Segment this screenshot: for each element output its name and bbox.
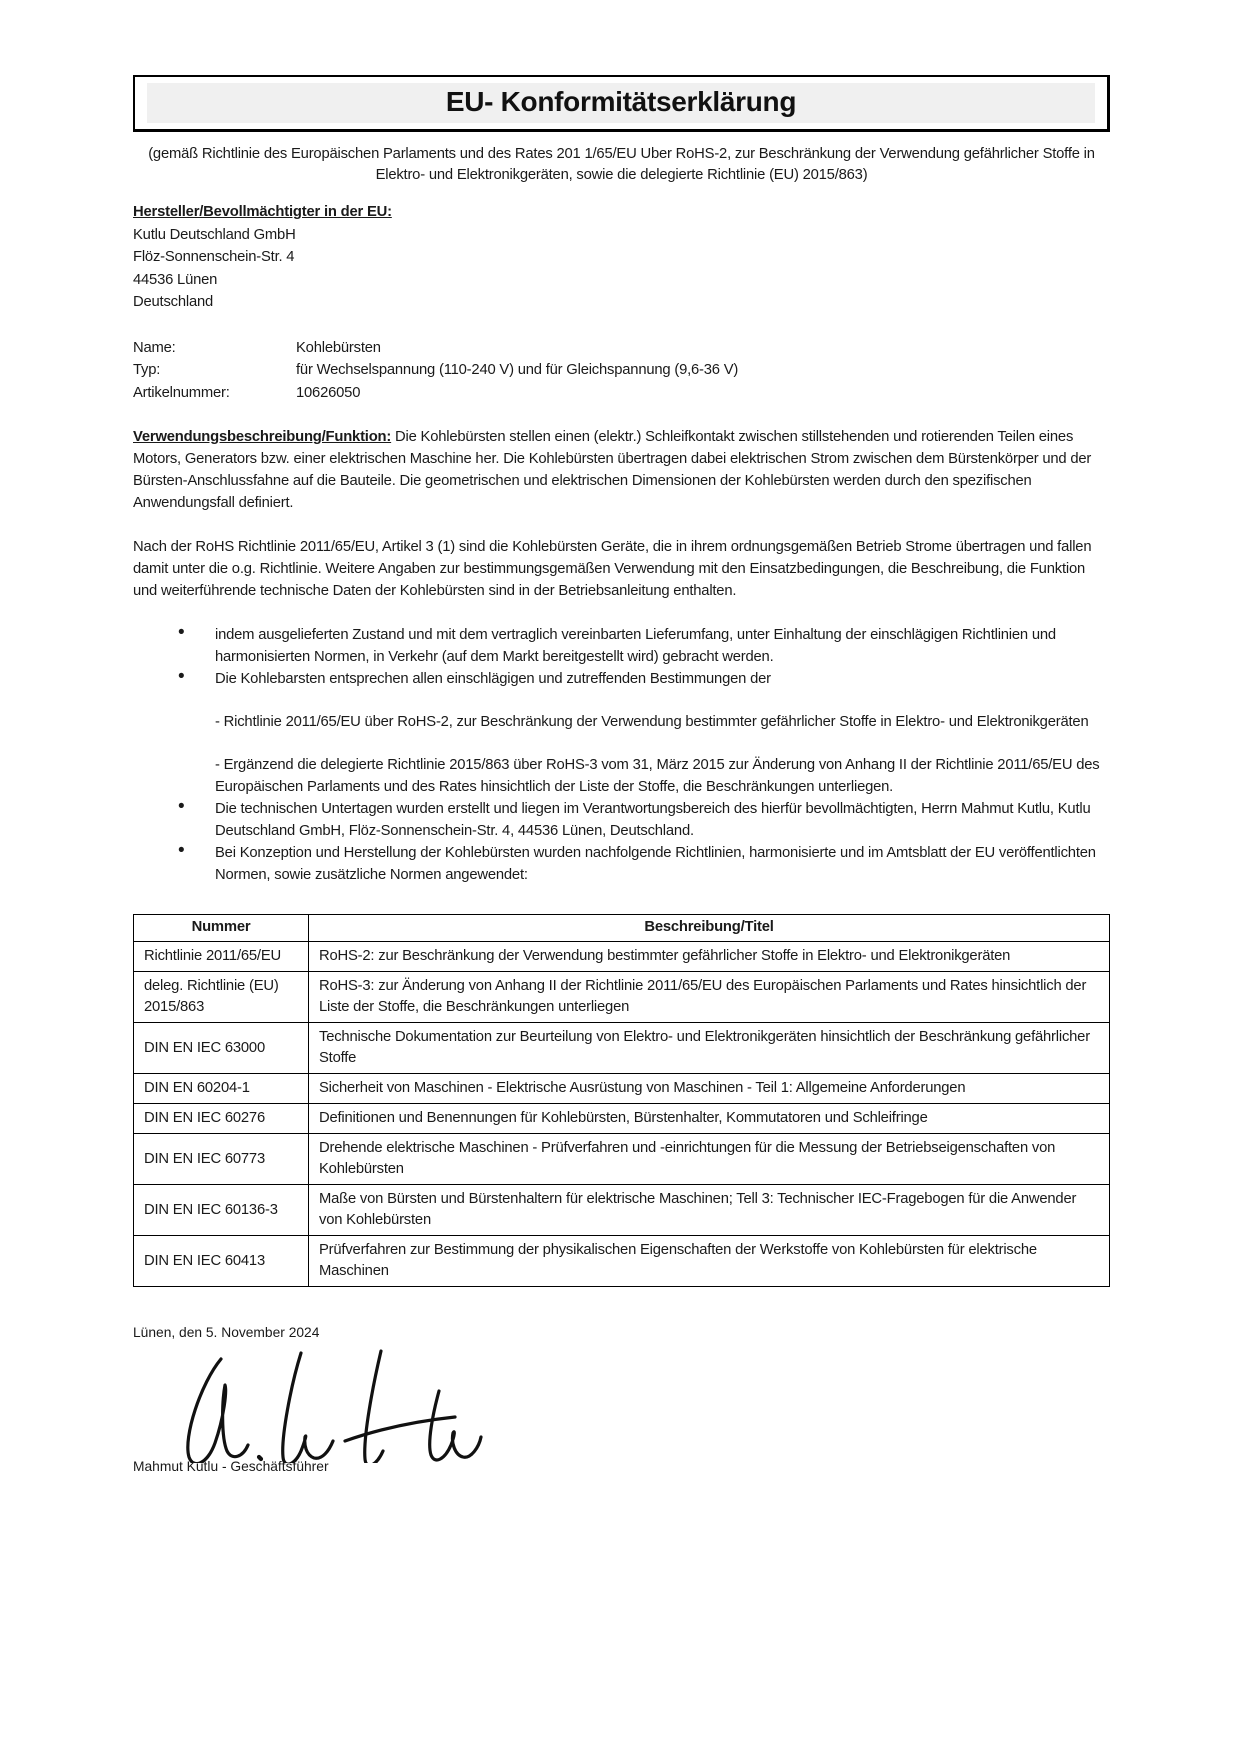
standards-table	[133, 914, 1110, 1287]
title-box	[133, 75, 1110, 132]
standards-table-header-row	[134, 915, 1110, 942]
handwritten-signature-icon	[149, 1345, 529, 1463]
standard-number: DIN EN IEC 60276	[134, 1104, 309, 1134]
bullet-item	[178, 798, 1110, 842]
product-type-label: Typ:	[133, 362, 161, 378]
declaration-bullets	[133, 624, 1110, 886]
table-row	[134, 1104, 1110, 1134]
bullet-item	[178, 668, 1110, 798]
table-row	[134, 1185, 1110, 1236]
standard-number: DIN EN IEC 63000	[134, 1023, 309, 1074]
product-name-row	[133, 337, 1110, 360]
bullet-text: Die technischen Untertagen wurden erstellt und liegen im Verantwortungsbereich des hierfür bevollmächtigten, Herrn Mahmut Kutlu, Kutlu Deutschland GmbH, Flöz-Sonnenschein-Str. 4, 44536 Lünen, Deutschland.	[215, 801, 1091, 839]
standard-number: Richtlinie 2011/65/EU	[134, 942, 309, 972]
table-row	[134, 942, 1110, 972]
product-articlenumber-value: 10626050	[296, 384, 361, 401]
product-name-label: Name:	[133, 339, 176, 356]
table-row	[134, 1074, 1110, 1104]
footer-section	[133, 1323, 1110, 1477]
table-row	[134, 972, 1110, 1023]
table-row	[134, 1023, 1110, 1074]
table-row	[134, 1236, 1110, 1287]
rohs-paragraph: Nach der RoHS Richtlinie 2011/65/EU, Artikel 3 (1) sind die Kohlebürsten Geräte, die in ihrem ordnungsgemäßen Betrieb Strome übertragen und fallen damit unter die o.g. Richtlinie. Weitere Angaben zur bestimmungsgemäßen Verwendung mit den Einsatzbedingungen, die Beschreibung, die Funktion und weiterführende technische Daten der Kohlebürsten sind in der Betriebsanleitung enthalten.	[133, 539, 1092, 599]
product-section	[133, 337, 1110, 405]
product-articlenumber-row	[133, 382, 1110, 405]
standard-title: RoHS-2: zur Beschränkung der Verwendung bestimmter gefährlicher Stoffe in Elektro- und Elektronikgeräten	[309, 942, 1110, 972]
bullet-sub-item: - Richtlinie 2011/65/EU über RoHS-2, zur Beschränkung der Verwendung bestimmter gefährlicher Stoffe in Elektro- und Elektronikgeräten	[215, 714, 1089, 730]
product-articlenumber-label: Artikelnummer:	[133, 384, 230, 401]
standards-table-header-title: Beschreibung/Titel	[309, 915, 1110, 942]
bullet-text: • Die Kohlebarsten entsprechen allen einschlägigen und zutreffenden Bestimmungen der	[215, 671, 771, 687]
standard-title: Definitionen und Benennungen für Kohlebürsten, Bürstenhalter, Kommutatoren und Schleifringe	[309, 1104, 1110, 1134]
product-name-value: Kohlebürsten	[296, 339, 381, 356]
usage-label: Verwendungsbeschreibung/Funktion:	[133, 429, 392, 445]
standard-number: DIN EN IEC 60413	[134, 1236, 309, 1287]
standard-title: Sicherheit von Maschinen - Elektrische Ausrüstung von Maschinen - Teil 1: Allgemeine Anforderungen	[309, 1074, 1110, 1104]
title-band	[147, 83, 1095, 123]
manufacturer-street: Flöz-Sonnenschein-Str. 4	[133, 249, 295, 265]
page-title: EU- Konformitätserklärung	[445, 86, 797, 117]
standard-title: Prüfverfahren zur Bestimmung der physikalischen Eigenschaften der Werkstoffe von Kohlebürsten für elektrische Maschinen	[309, 1236, 1110, 1287]
standard-number: DIN EN IEC 60136-3	[134, 1185, 309, 1236]
subtitle: (gemäß Richtlinie des Europäischen Parlaments und des Rates 201 1/65/EU Uber RoHS-2, zur Beschränkung der Verwendung gefährlicher Stoffe in Elektro- und Elektronikgeräten, sowie die delegierte Richtlinie (EU) 2015/863)	[148, 146, 1095, 183]
standard-number: DIN EN IEC 60773	[134, 1134, 309, 1185]
standard-number: deleg. Richtlinie (EU) 2015/863	[134, 972, 309, 1023]
usage-paragraph	[133, 426, 1110, 514]
bullet-item	[178, 842, 1110, 886]
bullet-sub-item: - Ergänzend die delegierte Richtlinie 2015/863 über RoHS-3 vom 31, März 2015 zur Änderung von Anhang II der Richtlinie 2011/65/EU des Europäischen Parlaments und des Rates hinsichtlich der Liste der Stoffe, die Beschränkungen unterliegen.	[215, 757, 1100, 795]
manufacturer-city: 44536 Lünen	[133, 271, 218, 288]
standard-title: Drehende elektrische Maschinen - Prüfverfahren und -einrichtungen für die Messung der Betriebseigenschaften von Kohlebürsten	[309, 1134, 1110, 1185]
signatory: Mahmut Kutlu - Geschäftsführer	[133, 1459, 329, 1474]
product-type-row	[133, 359, 1110, 382]
standard-number: DIN EN 60204-1	[134, 1074, 309, 1104]
manufacturer-section	[133, 201, 1110, 314]
product-type-value: für Wechselspannung (110-240 V) und für Gleichspannung (9,6-36 V)	[296, 362, 739, 378]
standards-table-header-number: Nummer	[134, 915, 309, 942]
standard-title: Maße von Bürsten und Bürstenhaltern für elektrische Maschinen; Tell 3: Technischer IEC-Fragebogen für die Anwender von Kohlebürsten	[309, 1185, 1110, 1236]
manufacturer-country: Deutschland	[133, 294, 214, 310]
usage-text: Die Kohlebürsten stellen einen (elektr.) Schleifkontakt zwischen stillstehenden und rotierenden Teilen eines Motors, Generators bzw. einer elektrischen Maschine her. Die Kohlebürsten übertragen dabei elektrischen Strom zwischen dem Bürstenkörper und der Bürsten-Anschlussfahne auf die Bauteile. Die geometrischen und elektrischen Dimensionen der Kohlebürsten werden durch den spezifischen Anwendungsfall definiert.	[133, 429, 1092, 511]
place-date: Lünen, den 5. November 2024	[133, 1325, 320, 1340]
bullet-text: Bei Konzeption und Herstellung der Kohlebürsten wurden nachfolgende Richtlinien, harmonisierte und im Amtsblatt der EU veröffentlichten Normen, sowie zusätzliche Normen angewendet:	[215, 845, 1096, 883]
bullet-text: indem ausgelieferten Zustand und mit dem vertraglich vereinbarten Lieferumfang, unter Einhaltung der einschlägigen Richtlinien und harmonisierten Normen, in Verkehr (auf dem Markt bereitgestellt wird) gebracht werden.	[215, 627, 1056, 665]
bullet-item	[178, 624, 1110, 668]
standard-title: Technische Dokumentation zur Beurteilung von Elektro- und Elektronikgeräten hinsichtlich der Beschränkung gefährlicher Stoffe	[309, 1023, 1110, 1074]
standard-title: RoHS-3: zur Änderung von Anhang II der Richtlinie 2011/65/EU des Europäischen Parlaments und Rates hinsichtlich der Liste der Stoffe, die Beschränkungen unterliegen	[309, 972, 1110, 1023]
manufacturer-heading: Hersteller/Bevollmächtigter in der EU:	[133, 204, 392, 220]
manufacturer-company: Kutlu Deutschland GmbH	[133, 226, 296, 243]
table-row	[134, 1134, 1110, 1185]
